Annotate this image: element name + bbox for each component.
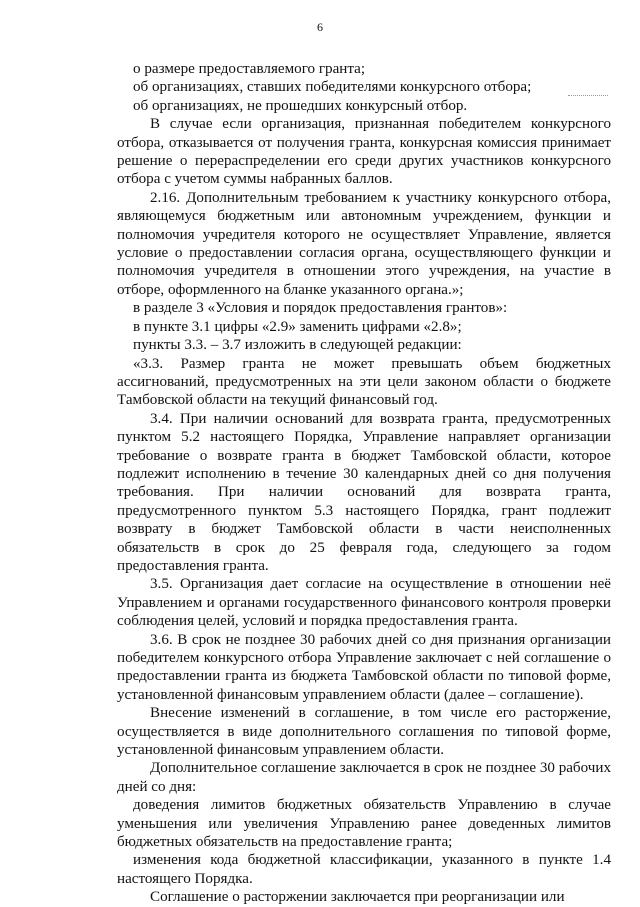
- paragraph: изменения кода бюджетной классификации, указанного в пункте 1.4 настоящего Порядка.: [117, 852, 611, 887]
- paragraph: в разделе 3 «Условия и порядок предоставления грантов»:: [133, 300, 508, 317]
- paragraph: Дополнительное соглашение заключается в срок не позднее 30 рабочих дней со дня:: [117, 760, 611, 795]
- paragraph: 2.16. Дополнительным требованием к участнику конкурсного отбора, являющемуся бюджетным или автономным учреждением, функции и полномочия учредителя которого не осуществляет Управление, является условие о предоставлении согласия органа, осуществляющего функции и полномочия учредителя в отношении этого учреждения, на участие в отборе, оформленного на бланке указанного органа.»;: [117, 189, 611, 298]
- paragraph: об организациях, не прошедших конкурсный отбор.: [133, 97, 468, 114]
- paragraph: Соглашение о расторжении заключается при реорганизации или: [150, 889, 565, 906]
- paragraph: о размере предоставляемого гранта;: [133, 61, 366, 77]
- paragraph: В случае если организация, признанная победителем конкурсного отбора, отказывается от получения гранта, конкурсная комиссия принимает решение о перераспределении его среди других участников конкурсного отбора с учетом суммы набранных баллов.: [117, 116, 611, 188]
- paragraph: об организациях, ставших победителями конкурсного отбора;: [133, 79, 532, 96]
- paragraph: 3.6. В срок не позднее 30 рабочих дней со дня признания организации победителем конкурсного отбора Управление заключает с ней соглашение о предоставлении гранта из бюджета Тамбовской области по типовой форме, установленной финансовым управлением области (далее – соглашение).: [117, 631, 611, 703]
- paragraph: 3.4. При наличии оснований для возврата гранта, предусмотренных пунктом 5.2 настоящего Порядка, Управление направляет организации требование о возврате гранта в бюджет Тамбовской области, которое подлежит исполнению в течение 30 календарных дней со дня получения требования. При наличии оснований для возврата гранта, предусмотренного пунктом 5.3 настоящего Порядка, грант подлежит возврату в бюджет Тамбовской области в части неисполненных обязательств в срок до 25 февраля года, следующего за годом предоставления гранта.: [117, 410, 611, 574]
- paragraph: Внесение изменений в соглашение, в том числе его расторжение, осуществляется в виде дополнительного соглашения по типовой форме, установленной финансовым управлением области.: [117, 705, 611, 759]
- paragraph: доведения лимитов бюджетных обязательств Управлению в случае уменьшения или увеличения Управлению ранее доведенных лимитов бюджетных обязательств на предоставление гранта;: [117, 797, 611, 851]
- paragraph: пункты 3.3. – 3.7 изложить в следующей редакции:: [133, 337, 462, 354]
- document-body: [117, 60, 611, 907]
- page-number: 6: [317, 20, 323, 34]
- paragraph: 3.5. Организация дает согласие на осуществление в отношении неё Управлением и органами государственного финансового контроля проверки соблюдения целей, условий и порядка предоставления гранта.: [117, 576, 611, 630]
- paragraph: в пункте 3.1 цифры «2.9» заменить цифрами «2.8»;: [133, 318, 462, 335]
- paragraph: «3.3. Размер гранта не может превышать объем бюджетных ассигнований, предусмотренных на эти цели законом области о бюджете Тамбовской области на текущий финансовый год.: [117, 355, 611, 409]
